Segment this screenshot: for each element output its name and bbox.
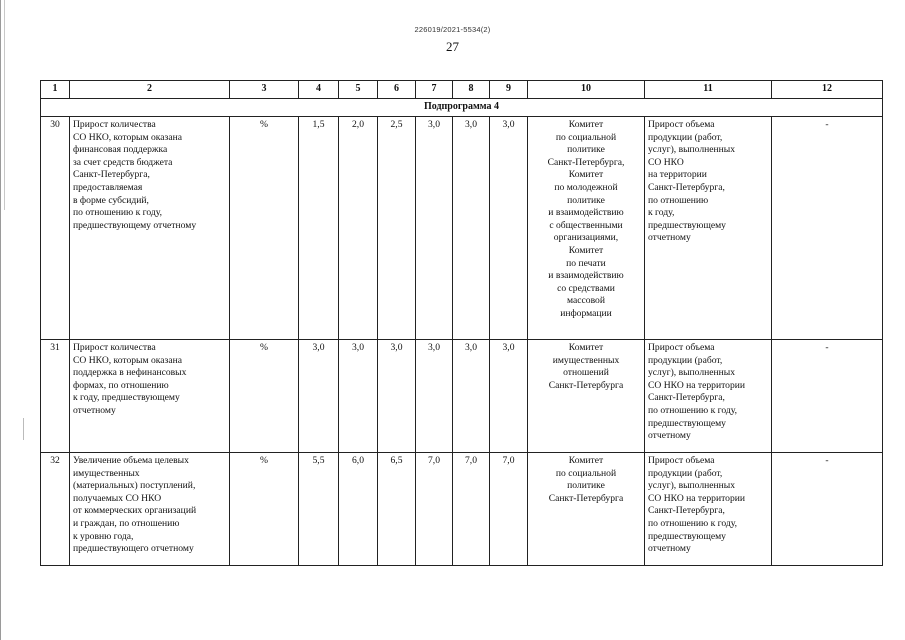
result-line: продукции (работ, <box>648 131 723 143</box>
indicator-line: СО НКО, которым оказана <box>73 354 182 366</box>
value-cell: 6,0 <box>339 453 378 566</box>
executor-line: политике <box>567 480 605 492</box>
executor-line: политике <box>567 144 605 156</box>
row-number: 30 <box>41 117 70 340</box>
col12-cell: - <box>772 340 883 453</box>
executor-line: отношений <box>563 367 609 379</box>
indicator-line: предоставляемая <box>73 181 143 193</box>
col-header: 5 <box>339 81 378 99</box>
col-header: 3 <box>230 81 299 99</box>
executor-line: по молодежной <box>554 181 618 193</box>
indicator-cell <box>70 453 230 566</box>
executor-cell <box>528 340 645 453</box>
indicator-line: предшествующего отчетному <box>73 543 194 555</box>
result-line: по отношению к году, <box>648 404 737 416</box>
result-line: по отношению <box>648 194 709 206</box>
result-line: отчетному <box>648 543 691 555</box>
executor-line: Комитет <box>568 455 604 466</box>
indicator-line: предшествующему отчетному <box>73 219 197 231</box>
table-row <box>41 340 883 453</box>
value-cell: 2,5 <box>378 117 416 340</box>
table-row <box>41 453 883 566</box>
value-cell: 7,0 <box>490 453 528 566</box>
indicator-cell <box>70 340 230 453</box>
table-row <box>41 117 883 340</box>
indicator-cell <box>70 117 230 340</box>
executor-line: информации <box>560 307 612 319</box>
result-line: Прирост объема <box>648 342 715 353</box>
result-line: продукции (работ, <box>648 354 723 366</box>
executor-line: по социальной <box>555 131 617 143</box>
indicator-line: (материальных) поступлений, <box>73 480 196 492</box>
result-line: предшествующему <box>648 530 726 542</box>
executor-line: имущественных <box>552 354 620 366</box>
value-cell: 3,0 <box>416 117 453 340</box>
result-line: СО НКО на территории <box>648 379 746 391</box>
result-line: по отношению к году, <box>648 517 737 529</box>
indicator-line: в форме субсидий, <box>73 194 149 206</box>
col-header: 1 <box>41 81 70 99</box>
col12-cell: - <box>772 117 883 340</box>
unit-cell: % <box>230 340 299 453</box>
executor-line: по печати <box>566 257 606 269</box>
indicators-table <box>40 80 883 566</box>
col-header: 2 <box>70 81 230 99</box>
result-line: услуг), выполненных <box>648 144 736 156</box>
executor-cell <box>528 453 645 566</box>
row-number: 31 <box>41 340 70 453</box>
indicator-line: Санкт-Петербурга, <box>73 169 150 181</box>
executor-line: Комитет <box>568 119 604 130</box>
col-header: 8 <box>453 81 490 99</box>
subprogram-title: Подпрограмма 4 <box>41 99 883 117</box>
executor-line: Санкт-Петербурга <box>548 379 624 391</box>
value-cell: 3,0 <box>453 340 490 453</box>
col-header: 10 <box>528 81 645 99</box>
result-line: услуг), выполненных <box>648 480 736 492</box>
executor-line: с общественными <box>549 219 623 231</box>
indicator-line: получаемых СО НКО <box>73 492 162 504</box>
value-cell: 3,0 <box>378 340 416 453</box>
result-line: услуг), выполненных <box>648 367 736 379</box>
indicator-line: поддержка в нефинансовых <box>73 367 187 379</box>
indicator-line: Увеличение объема целевых <box>73 455 189 466</box>
result-line: Прирост объема <box>648 455 715 466</box>
page-number: 27 <box>446 39 459 54</box>
col-header: 7 <box>416 81 453 99</box>
column-number-row <box>41 81 883 99</box>
unit-cell: % <box>230 453 299 566</box>
executor-line: Комитет <box>568 169 604 181</box>
result-line: продукции (работ, <box>648 467 723 479</box>
value-cell: 3,0 <box>299 340 339 453</box>
indicator-line: к году, предшествующему <box>73 392 180 404</box>
value-cell: 2,0 <box>339 117 378 340</box>
value-cell: 1,5 <box>299 117 339 340</box>
executor-line: политике <box>567 194 605 206</box>
executor-cell <box>528 117 645 340</box>
indicator-line: СО НКО, которым оказана <box>73 131 182 143</box>
col12-cell: - <box>772 453 883 566</box>
value-cell: 3,0 <box>339 340 378 453</box>
indicator-line: имущественных <box>73 467 140 479</box>
result-line: Санкт-Петербурга, <box>648 392 725 404</box>
executor-line: Санкт-Петербурга, <box>547 156 625 168</box>
result-line: Санкт-Петербурга, <box>648 505 725 517</box>
result-line: СО НКО <box>648 156 684 168</box>
executor-line: со средствами <box>557 282 615 294</box>
value-cell: 3,0 <box>490 117 528 340</box>
col-header: 12 <box>772 81 883 99</box>
executor-line: массовой <box>567 295 605 307</box>
result-cell <box>645 340 772 453</box>
executor-line: Комитет <box>568 244 604 256</box>
indicator-line: формах, по отношению <box>73 379 169 391</box>
value-cell: 3,0 <box>416 340 453 453</box>
result-line: Санкт-Петербурга, <box>648 181 725 193</box>
value-cell: 5,5 <box>299 453 339 566</box>
result-line: отчетному <box>648 232 691 244</box>
col-header: 4 <box>299 81 339 99</box>
value-cell: 7,0 <box>416 453 453 566</box>
indicator-line: к уровню года, <box>73 530 134 542</box>
result-line: предшествующему <box>648 417 726 429</box>
result-line: СО НКО на территории <box>648 492 746 504</box>
row-number: 32 <box>41 453 70 566</box>
value-cell: 3,0 <box>453 117 490 340</box>
indicator-line: Прирост количества <box>73 119 156 130</box>
executor-line: Комитет <box>568 342 604 353</box>
value-cell: 7,0 <box>453 453 490 566</box>
indicator-line: финансовая поддержка <box>73 144 168 156</box>
result-cell <box>645 453 772 566</box>
result-line: отчетному <box>648 430 691 442</box>
indicator-line: Прирост количества <box>73 342 156 353</box>
col-header: 11 <box>645 81 772 99</box>
col-header: 9 <box>490 81 528 99</box>
indicator-line: и граждан, по отношению <box>73 517 180 529</box>
col-header: 6 <box>378 81 416 99</box>
result-line: предшествующему <box>648 219 726 231</box>
indicator-line: по отношению к году, <box>73 207 162 219</box>
result-line: на территории <box>648 169 707 181</box>
scan-artifact <box>23 418 24 440</box>
value-cell: 3,0 <box>490 340 528 453</box>
executor-line: организациями, <box>553 232 619 244</box>
indicator-line: за счет средств бюджета <box>73 156 173 168</box>
subprogram-row <box>41 99 883 117</box>
indicator-line: от коммерческих организаций <box>73 505 197 517</box>
result-line: к году, <box>648 207 675 219</box>
result-cell <box>645 117 772 340</box>
executor-line: Санкт-Петербурга <box>548 492 624 504</box>
unit-cell: % <box>230 117 299 340</box>
executor-line: и взаимодействию <box>548 270 624 282</box>
value-cell: 6,5 <box>378 453 416 566</box>
indicator-line: отчетному <box>73 404 116 416</box>
document-id: 226019/2021-5534(2) <box>414 25 491 34</box>
result-line: Прирост объема <box>648 119 715 130</box>
executor-line: по социальной <box>555 467 617 479</box>
executor-line: и взаимодействию <box>548 207 624 219</box>
